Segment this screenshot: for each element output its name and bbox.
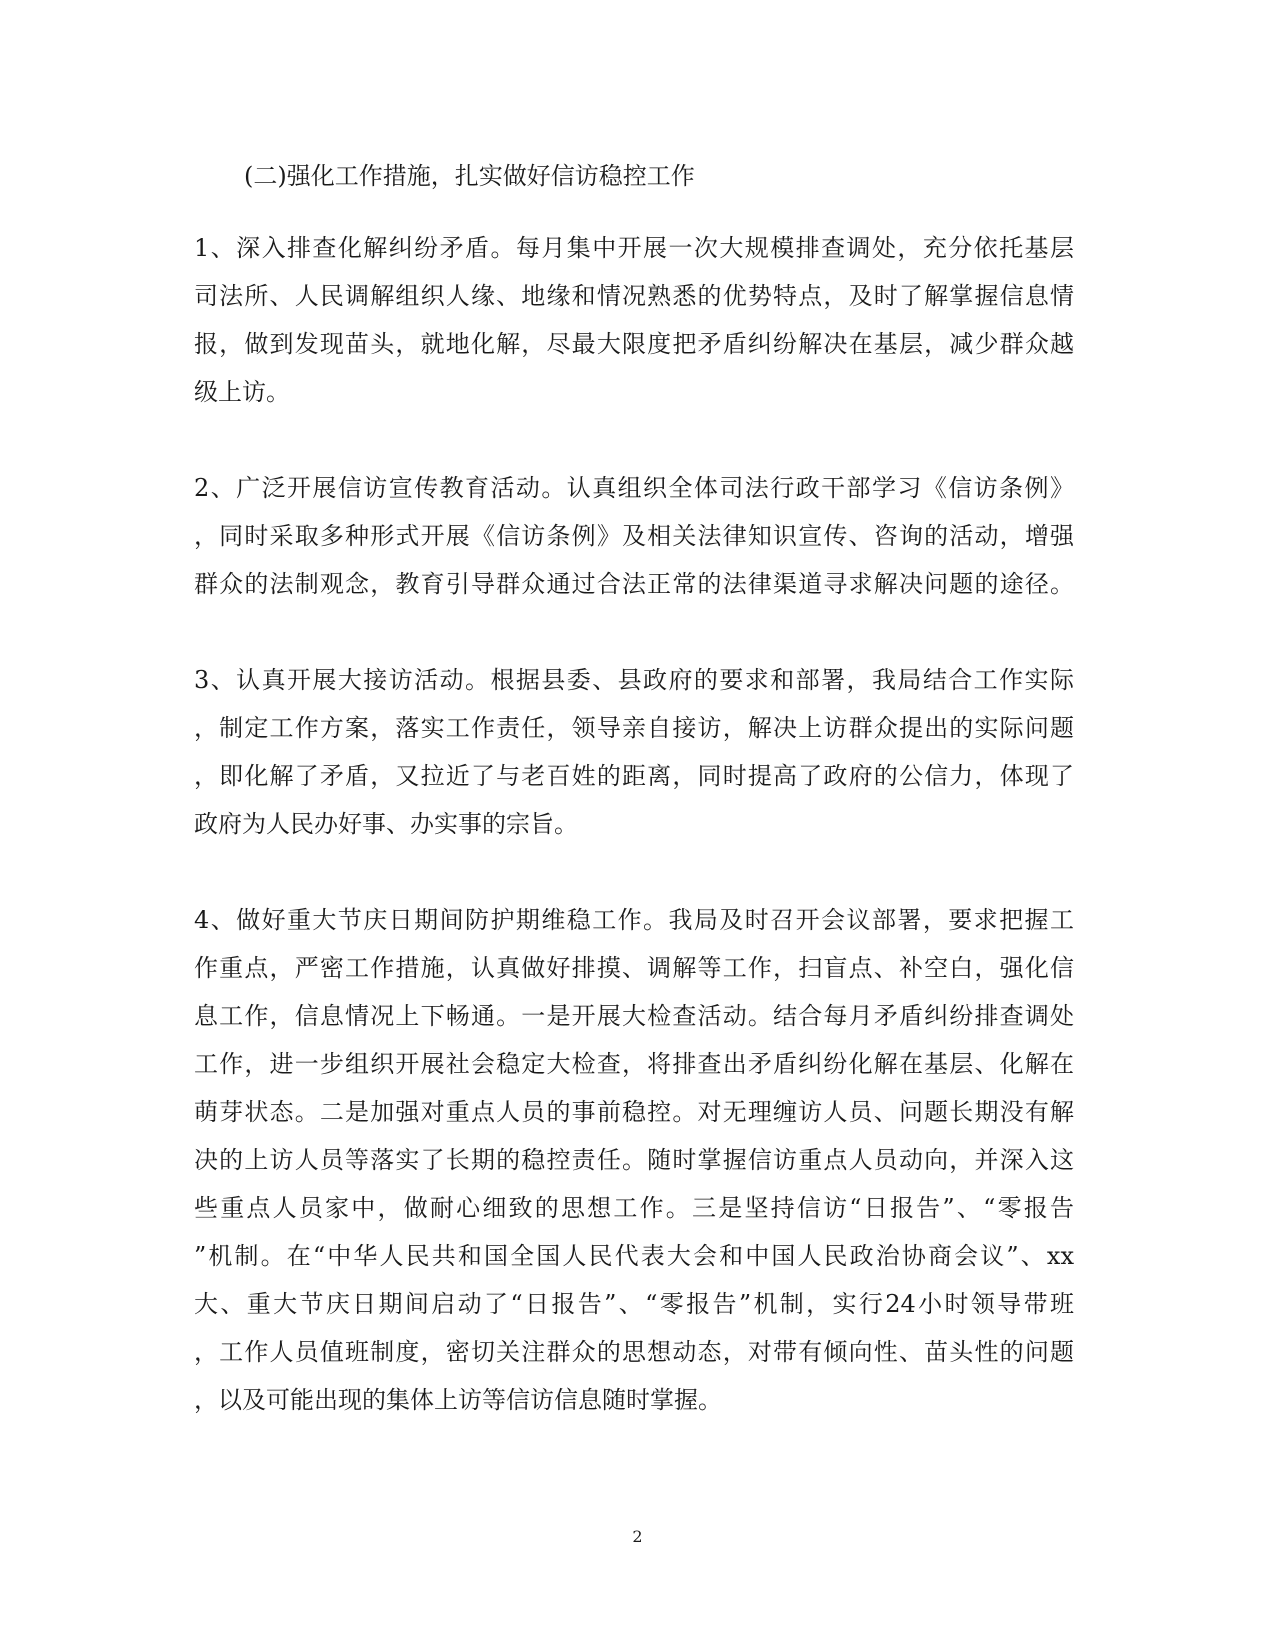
paragraph-line: ，以及可能出现的集体上访等信访信息随时掌握。 <box>194 1386 722 1414</box>
paragraph-line: 作重点，严密工作措施，认真做好排摸、调解等工作，扫盲点、补空白，强化信 <box>194 954 1074 982</box>
paragraph-line: 息工作，信息情况上下畅通。一是开展大检查活动。结合每月矛盾纠纷排查调处 <box>194 1002 1074 1030</box>
paragraph-line: ，工作人员值班制度，密切关注群众的思想动态，对带有倾向性、苗头性的问题 <box>194 1338 1074 1366</box>
paragraph-3 <box>194 656 1074 848</box>
paragraph-line: ”机制。在“中华人民共和国全国人民代表大会和中国人民政治协商会议”、xx <box>194 1242 1074 1270</box>
paragraph-line: 司法所、人民调解组织人缘、地缘和情况熟悉的优势特点，及时了解掌握信息情 <box>194 282 1074 310</box>
paragraph-line: 萌芽状态。二是加强对重点人员的事前稳控。对无理缠访人员、问题长期没有解 <box>194 1098 1074 1126</box>
section-heading: (二)强化工作措施，扎实做好信访稳控工作 <box>244 162 695 190</box>
paragraph-4 <box>194 896 1074 1424</box>
paragraph-line: 工作，进一步组织开展社会稳定大检查，将排查出矛盾纠纷化解在基层、化解在 <box>194 1050 1074 1078</box>
paragraph-line: 3、认真开展大接访活动。根据县委、县政府的要求和部署，我局结合工作实际 <box>194 666 1074 694</box>
document-body <box>194 152 1074 1472</box>
paragraph-line: 2、广泛开展信访宣传教育活动。认真组织全体司法行政干部学习《信访条例》 <box>194 474 1074 502</box>
paragraph-2 <box>194 464 1074 608</box>
paragraph-line: 政府为人民办好事、办实事的宗旨。 <box>194 810 578 838</box>
page-number: 2 <box>632 1527 643 1546</box>
paragraph-line: ，制定工作方案，落实工作责任，领导亲自接访，解决上访群众提出的实际问题 <box>194 714 1074 742</box>
paragraph-line: 级上访。 <box>194 378 290 406</box>
paragraph-line: 些重点人员家中，做耐心细致的思想工作。三是坚持信访“日报告”、“零报告 <box>194 1194 1074 1222</box>
paragraph-1 <box>194 224 1074 416</box>
paragraph-line: 报，做到发现苗头，就地化解，尽最大限度把矛盾纠纷解决在基层，减少群众越 <box>194 330 1074 358</box>
paragraph-line: ，同时采取多种形式开展《信访条例》及相关法律知识宣传、咨询的活动，增强 <box>194 522 1074 550</box>
paragraph-line: 大、重大节庆日期间启动了“日报告”、“零报告”机制，实行24小时领导带班 <box>194 1290 1074 1318</box>
paragraph-line: 4、做好重大节庆日期间防护期维稳工作。我局及时召开会议部署，要求把握工 <box>194 906 1074 934</box>
paragraph-line: 群众的法制观念，教育引导群众通过合法正常的法律渠道寻求解决问题的途径。 <box>194 570 1074 598</box>
paragraph-line: ，即化解了矛盾，又拉近了与老百姓的距离，同时提高了政府的公信力，体现了 <box>194 762 1074 790</box>
paragraph-line: 1、深入排查化解纠纷矛盾。每月集中开展一次大规模排查调处，充分依托基层 <box>194 234 1074 262</box>
paragraph-line: 决的上访人员等落实了长期的稳控责任。随时掌握信访重点人员动向，并深入这 <box>194 1146 1074 1174</box>
